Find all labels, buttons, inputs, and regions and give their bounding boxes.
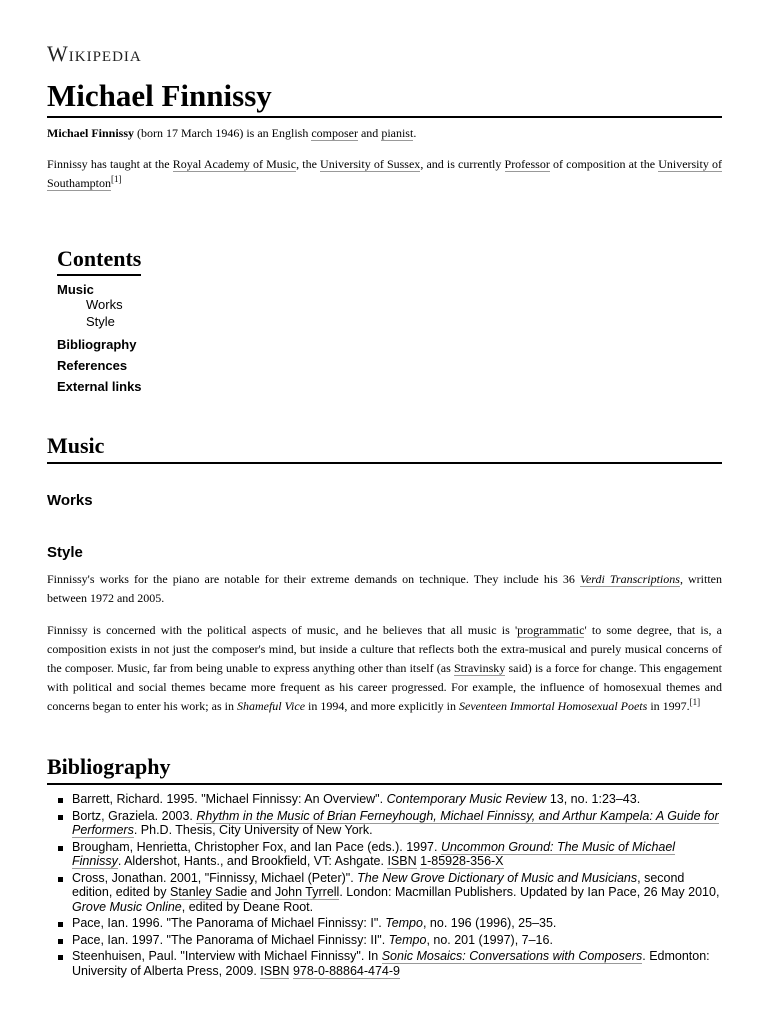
text: 13, no. 1:23–43. [546, 792, 641, 806]
link-university-of-southampton[interactable]: University of Southampton [47, 157, 722, 190]
text: . Aldershot, Hants., and Brookfield, VT: Ashgate. [117, 854, 388, 868]
intro-paragraph-2 [47, 155, 722, 193]
text: and [357, 126, 382, 140]
link-bortz-thesis[interactable]: Rhythm in the Music of Brian Ferneyhough, Michael Finnissy, and Arthur Kampela: A Guide for Performers [72, 808, 719, 837]
link-stravinsky[interactable]: Stravinsky [453, 661, 506, 675]
subject-name: Michael Finnissy [47, 126, 135, 140]
bibliography-item [47, 871, 722, 915]
link-isbn-number[interactable]: 1-85928-356-X [420, 854, 504, 868]
work-title-seventeen-immortal: Seventeen Immortal Homosexual Poets [459, 699, 648, 713]
text: ' to some degree, that is, a composition exists in not just the composer's mind, but inside a culture that reflects both the extra-musical and purely musical concerns of the composer. Music, far from being unable to express anything other than itself (as [47, 623, 722, 675]
work-title-shameful-vice: Shameful Vice [236, 699, 306, 713]
text: , no. 201 (1997), 7–16. [426, 932, 553, 947]
text: , no. 196 (1996), 25–35. [422, 916, 557, 930]
book-title: The New Grove Dictionary of Music and Musicians [357, 870, 638, 885]
section-heading-bibliography: Bibliography [47, 753, 722, 785]
bibliography-list [47, 792, 722, 980]
text: . [413, 126, 417, 140]
link-john-tyrrell[interactable]: John Tyrrell [274, 885, 340, 899]
journal-title: Contemporary Music Review [386, 792, 547, 806]
page-title: Michael Finnissy [47, 76, 722, 118]
bibliography-item [47, 792, 722, 807]
text: Finnissy has taught at the [47, 157, 173, 171]
bibliography-item [47, 933, 722, 948]
toc-item-external-links[interactable]: External links [57, 379, 142, 394]
link-university-of-sussex[interactable]: University of Sussex [320, 157, 421, 171]
text: . Edmonton: University of Alberta Press, 2009. [72, 949, 710, 978]
link-composer[interactable]: composer [311, 126, 358, 140]
text: , and is currently [420, 157, 505, 171]
text: Pace, Ian. 1996. "The Panorama of Michael Finnissy: I". [72, 916, 386, 930]
text: , written between 1972 and 2005. [47, 572, 722, 605]
link-pianist[interactable]: pianist [381, 126, 414, 140]
text: . Ph.D. Thesis, City University of New York. [133, 823, 373, 837]
link-royal-academy[interactable]: Royal Academy of Music [172, 157, 297, 171]
intro-paragraph-1 [47, 124, 722, 143]
publication-title: Grove Music Online [72, 899, 182, 914]
text: Pace, Ian. 1997. "The Panorama of Michael Finnissy: II". [72, 932, 389, 947]
link-stanley-sadie[interactable]: Stanley Sadie [170, 885, 248, 899]
text: (born 17 March 1946) is an English [134, 126, 312, 140]
wikipedia-logo[interactable]: Wikipedia [47, 41, 142, 66]
text: in 1994, and more explicitly in [305, 699, 460, 713]
bibliography-item [47, 916, 722, 931]
link-isbn[interactable]: ISBN [260, 963, 290, 978]
text: , edited by Deane Root. [181, 899, 314, 914]
text: Cross, Jonathan. 2001, "Finnissy, Michael (Peter)". [72, 870, 358, 885]
style-paragraph-1 [47, 570, 722, 608]
bibliography-item [47, 809, 722, 838]
link-sonic-mosaics[interactable]: Sonic Mosaics: Conversations with Composers [381, 949, 643, 963]
style-paragraph-2 [47, 621, 722, 716]
link-professor[interactable]: Professor [504, 157, 550, 171]
text: Brougham, Henrietta, Christopher Fox, and Ian Pace (eds.). 1997. [72, 839, 441, 854]
link-verdi-transcriptions[interactable]: Verdi Transcriptions [579, 572, 680, 586]
link-programmatic[interactable]: programmatic [517, 623, 585, 637]
reference-marker[interactable]: [1] [689, 697, 701, 707]
bibliography-item [47, 840, 722, 869]
toc-item-style[interactable]: Style [86, 314, 115, 329]
text: , the [296, 157, 321, 171]
toc-item-bibliography[interactable]: Bibliography [57, 337, 137, 352]
text: Barrett, Richard. 1995. "Michael Finnissy: An Overview". [72, 792, 387, 806]
text: Steenhuisen, Paul. "Interview with Michael Finnissy". In [72, 949, 382, 963]
link-isbn[interactable]: ISBN [387, 854, 417, 868]
reference-marker[interactable]: [1] [111, 174, 122, 184]
section-heading-works: Works [47, 492, 93, 509]
link-uncommon-ground[interactable]: Uncommon Ground: The Music of Michael Finnissy [72, 839, 676, 868]
text: Finnissy's works for the piano are notable for their extreme demands on technique. They include his 36 [47, 572, 580, 586]
text: of composition at the [549, 157, 659, 171]
toc-title: Contents [57, 244, 141, 276]
section-heading-music: Music [47, 432, 722, 464]
text: Bortz, Graziela. 2003. [72, 808, 197, 823]
toc-item-references[interactable]: References [57, 358, 128, 373]
text: and [247, 885, 275, 899]
journal-title: Tempo [388, 932, 427, 947]
text: Finnissy is concerned with the political aspects of music, and he believes that all music is ' [47, 623, 518, 637]
bibliography-item [47, 949, 722, 978]
table-of-contents [57, 244, 357, 394]
text: said) is a force for change. This engagement with political and social themes became more frequent as his career progressed. For example, the influence of homosexual themes and concerns began to enter his work; as in [47, 661, 722, 713]
section-heading-style: Style [47, 544, 83, 561]
text: . London: Macmillan Publishers. Updated by Ian Pace, 26 May 2010, [339, 885, 720, 899]
link-isbn-number[interactable]: 978-0-88864-474-9 [292, 963, 400, 978]
journal-title: Tempo [385, 916, 423, 930]
text: , second edition, edited by [72, 870, 685, 899]
toc-item-music[interactable]: Music [57, 282, 94, 297]
toc-item-works[interactable]: Works [86, 297, 123, 312]
text: in 1997. [647, 699, 690, 713]
